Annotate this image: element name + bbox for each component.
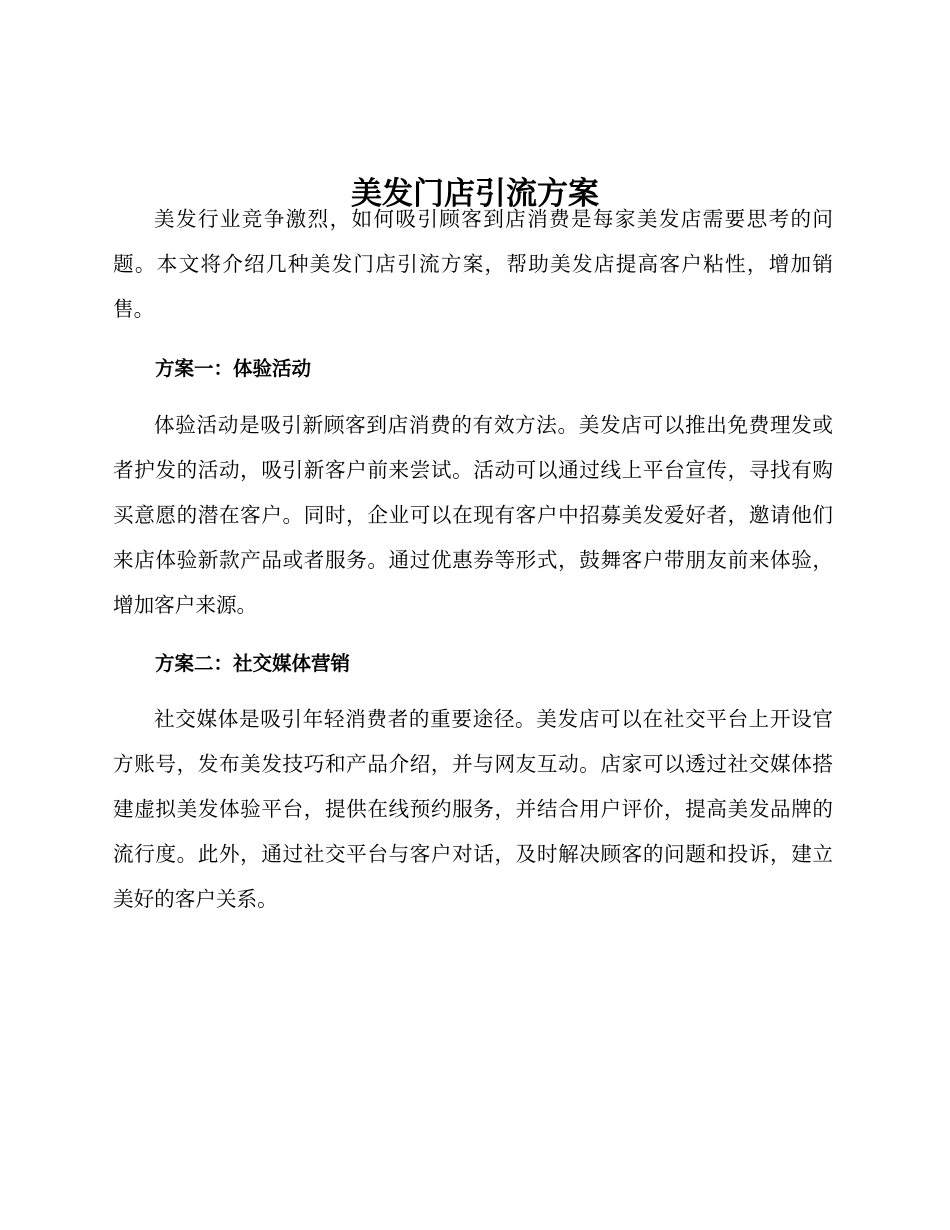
intro-paragraph: 美发行业竞争激烈，如何吸引顾客到店消费是每家美发店需要思考的问题。本文将介绍几种美发门店引流方案，帮助美发店提高客户粘性，增加销售。 <box>113 207 833 321</box>
section-heading-1: 方案一：体验活动 <box>155 357 312 380</box>
document-title: 美发门店引流方案 <box>351 175 599 212</box>
section-heading-2: 方案二：社交媒体营销 <box>155 652 351 675</box>
section-body-2: 社交媒体是吸引年轻消费者的重要途径。美发店可以在社交平台上开设官方账号，发布美发技巧和产品介绍，并与网友互动。店家可以透过社交媒体搭建虚拟美发体验平台，提供在线预约服务，并结合用户评价，提高美发品牌的流行度。此外，通过社交平台与客户对话，及时解决顾客的问题和投诉，建立美好的客户关系。 <box>113 707 833 911</box>
section-body-1: 体验活动是吸引新顾客到店消费的有效方法。美发店可以推出免费理发或者护发的活动，吸引新客户前来尝试。活动可以通过线上平台宣传，寻找有购买意愿的潜在客户。同时，企业可以在现有客户中招募美发爱好者，邀请他们来店体验新款产品或者服务。通过优惠券等形式，鼓舞客户带朋友前来体验，增加客户来源。 <box>113 413 833 617</box>
